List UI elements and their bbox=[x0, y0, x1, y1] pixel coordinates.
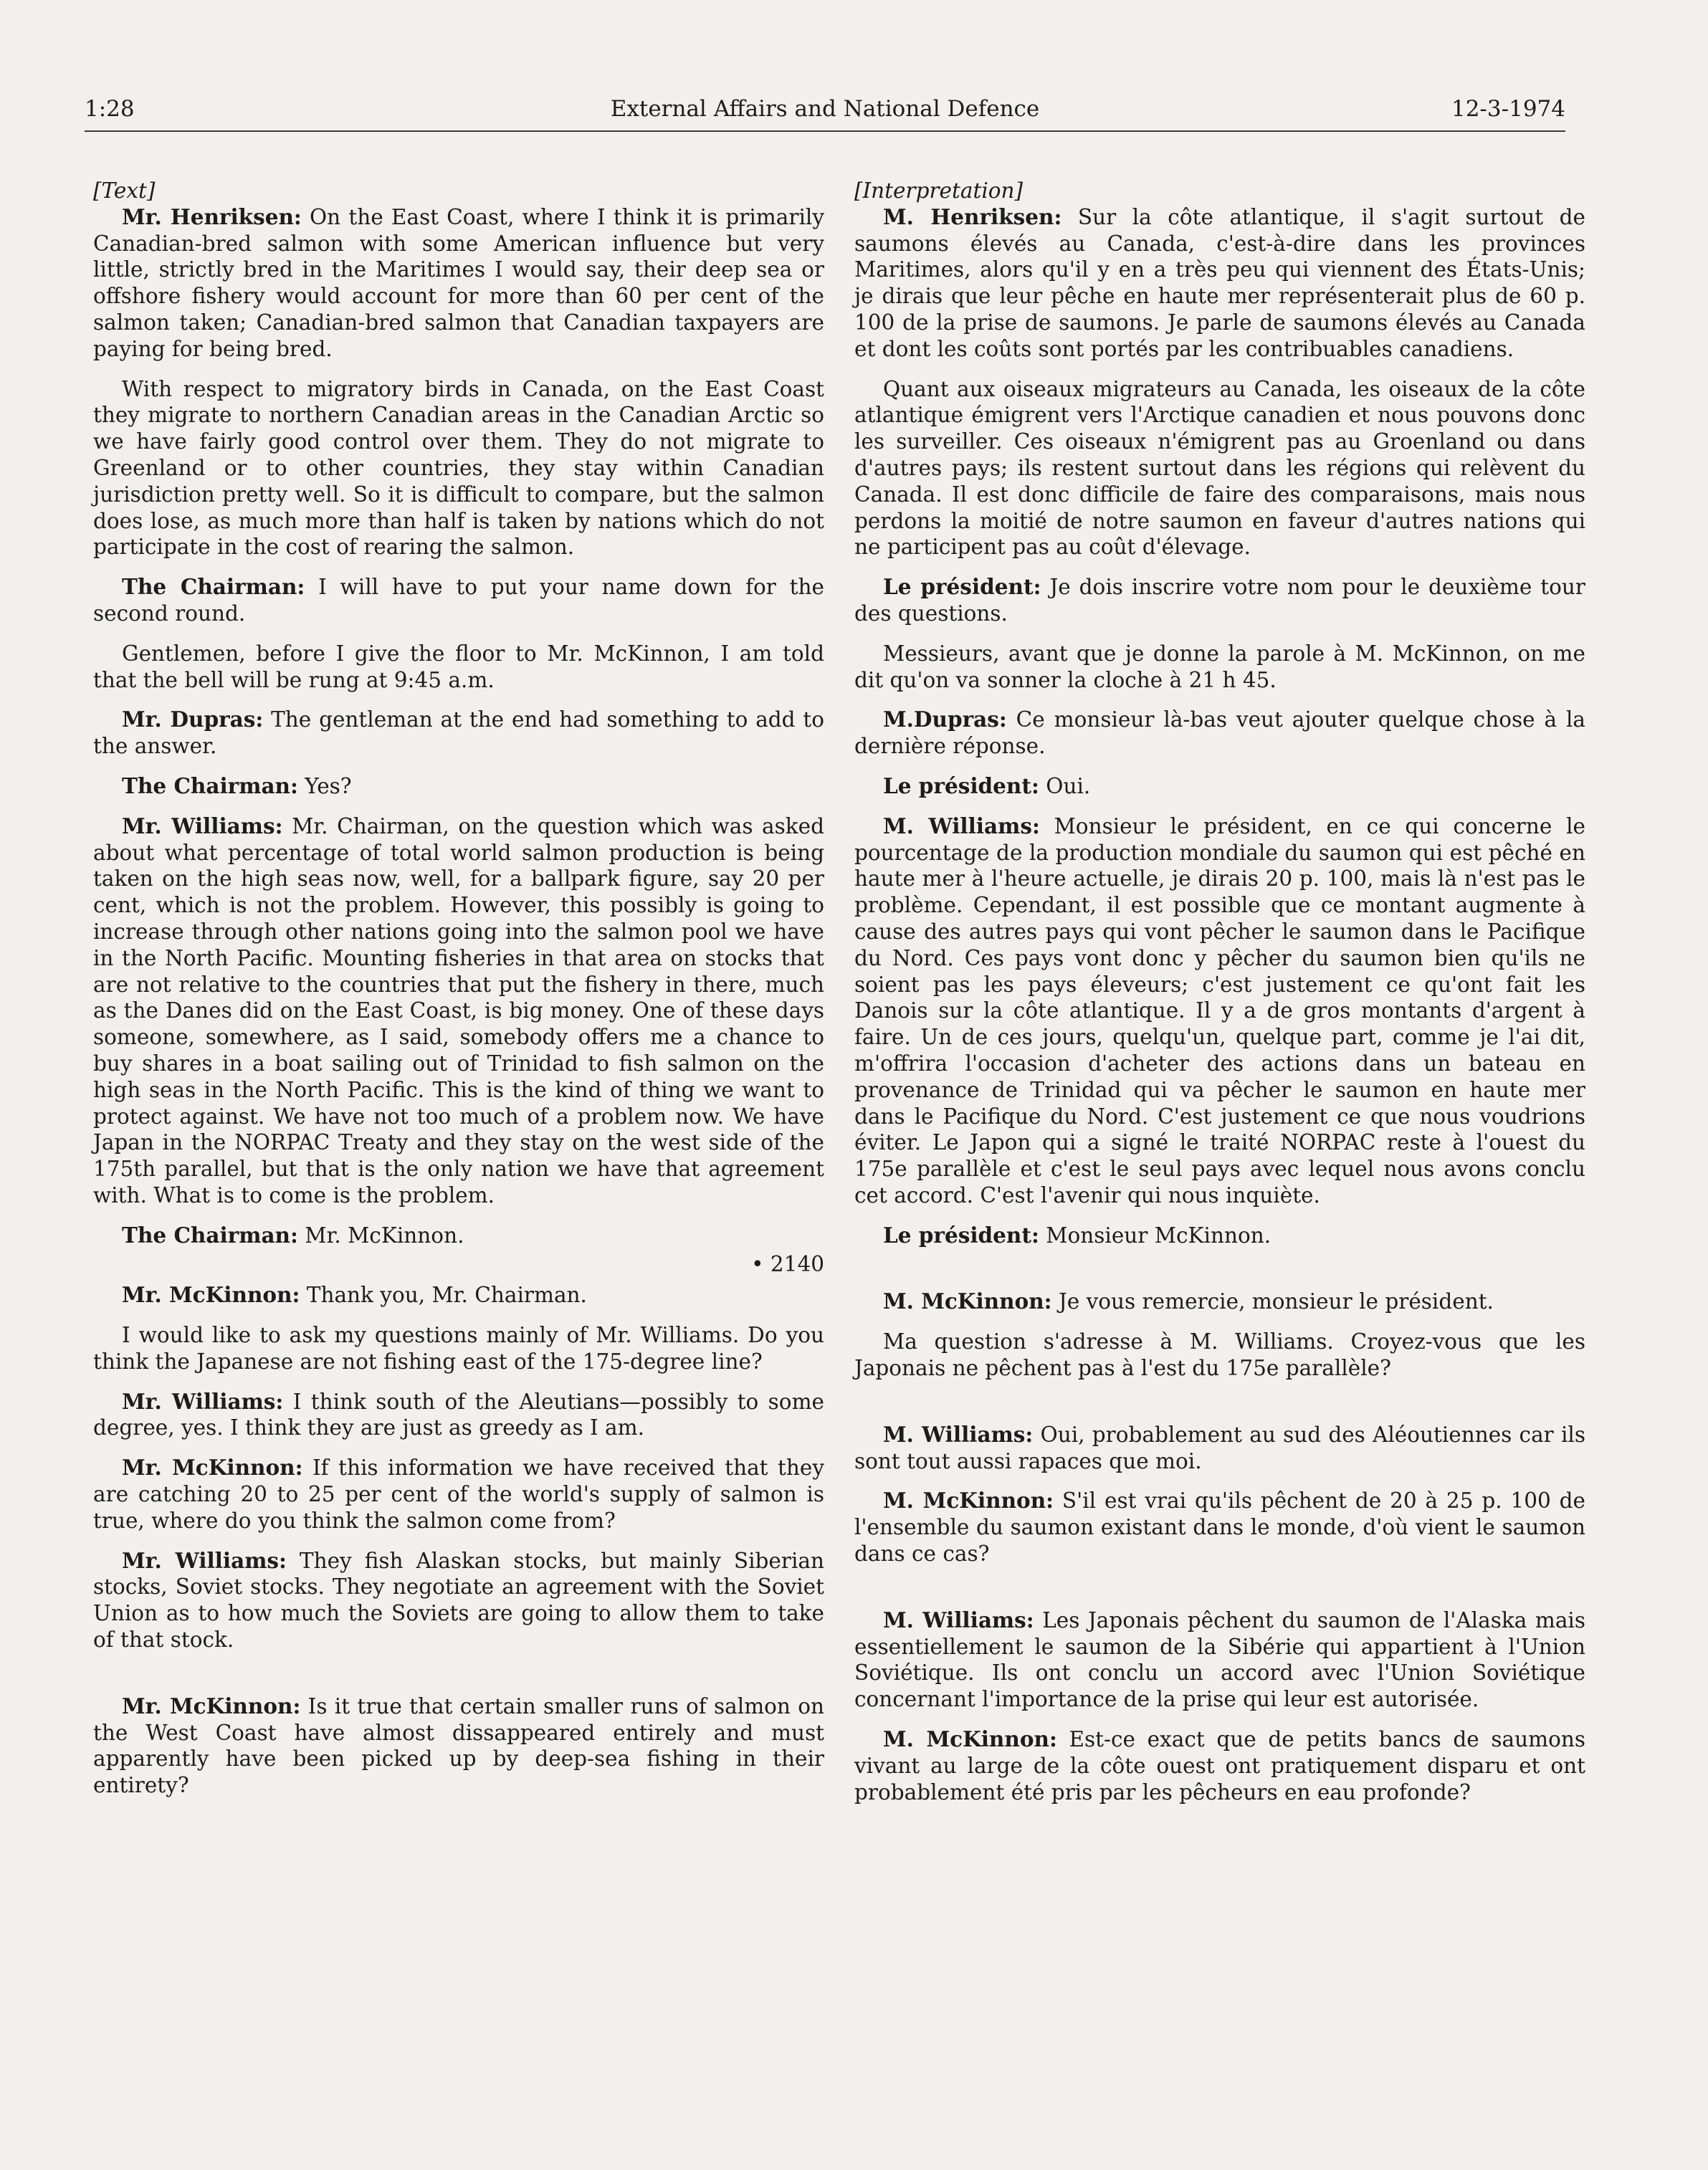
speech-text: I will have to put your name down for the second round. bbox=[93, 575, 824, 626]
paragraph bbox=[854, 707, 1585, 760]
speaker-name: Mr. Dupras: bbox=[122, 707, 264, 732]
paragraph bbox=[93, 1548, 824, 1653]
paragraph bbox=[93, 1389, 824, 1442]
speech-text: Yes? bbox=[297, 773, 352, 798]
speaker-name: Mr. McKinnon: bbox=[122, 1455, 303, 1481]
page-header bbox=[85, 93, 1565, 132]
speech-text: Is it true that certain smaller runs of salmon on the West Coast have almost dissappeared entirely and must apparently have been picked up by deep-sea fishing in their entirety? bbox=[93, 1693, 825, 1798]
speaker-name: M. Williams: bbox=[883, 1607, 1034, 1633]
speaker-name: Mr. Williams: bbox=[122, 1388, 284, 1414]
speech-text: I would like to ask my questions mainly of Mr. Williams. Do you think the Japanese are not fishing east of the 175-degree line? bbox=[93, 1323, 824, 1374]
speech-text: Thank you, Mr. Chairman. bbox=[300, 1283, 587, 1308]
speech-text: Quant aux oiseaux migrateurs au Canada, les oiseaux de la côte atlantique émigrent vers l'Arctique canadien et nous pouvons donc les surveiller. Ces oiseaux n'émigrent pas au Groenland ou dans d'autres pays; ils restent surtout dans les régions qui relèvent du Canada. Il est donc difficile de faire des comparaisons, mais nous perdons la moitié de notre saumon en faveur d'autres nations qui ne participent pas au coût d'élevage. bbox=[854, 376, 1585, 560]
paragraph bbox=[854, 1223, 1585, 1249]
paragraph bbox=[854, 1289, 1585, 1315]
left-column bbox=[93, 178, 824, 1812]
speaker-name: Le président: bbox=[883, 1222, 1039, 1248]
speech-text: They fish Alaskan stocks, but mainly Siberian stocks, Soviet stocks. They negotiate an agreement with the Soviet Union as to how much the Soviets are going to allow them to take of that stock. bbox=[93, 1548, 825, 1653]
speaker-name: M. Williams: bbox=[883, 813, 1040, 838]
speech-text: Monsieur McKinnon. bbox=[1039, 1223, 1272, 1248]
paragraph bbox=[854, 574, 1585, 627]
paragraph bbox=[93, 1693, 824, 1799]
speech-text: With respect to migratory birds in Canada, on the East Coast they migrate to northern Canadian areas in the Canadian Arctic so we have fairly good control over them. They do not migrate to Greenland or to other countries, they stay within Canadian jurisdiction pretty well. So it is difficult to compare, but the salmon does lose, as much more than half is taken by nations which do not participate in the cost of rearing the salmon. bbox=[93, 376, 824, 560]
speaker-name: Mr. Williams: bbox=[122, 813, 283, 838]
page-title: External Affairs and National Defence bbox=[610, 96, 1040, 122]
paragraph bbox=[854, 813, 1585, 1209]
speaker-name: Le président: bbox=[883, 574, 1041, 600]
paragraph bbox=[93, 1322, 824, 1375]
speaker-name: The Chairman: bbox=[122, 1222, 298, 1248]
speech-text: S'il est vrai qu'ils pêchent de 20 à 25 p. 100 de l'ensemble du saumon existant dans le monde, d'où vient le saumon dans ce cas? bbox=[854, 1488, 1585, 1567]
speaker-name: Mr. Williams: bbox=[122, 1547, 287, 1573]
speaker-name: M. Henriksen: bbox=[883, 204, 1062, 229]
speaker-name: Mr. Henriksen: bbox=[122, 204, 302, 229]
paragraph bbox=[854, 1726, 1585, 1805]
speech-text: Gentlemen, before I give the floor to Mr. McKinnon, I am told that the bell will be rung at 9:45 a.m. bbox=[93, 641, 824, 692]
right-column bbox=[854, 178, 1585, 1819]
speech-text: The gentleman at the end had something to add to the answer. bbox=[93, 707, 824, 759]
speech-text: Ce monsieur là-bas veut ajouter quelque chose à la dernière réponse. bbox=[854, 707, 1585, 759]
speech-text: Mr. Chairman, on the question which was asked about what percentage of total world salmon production is being taken on the high seas now, well, for a ballpark figure, say 20 per cent, which is not the problem. However, this possibly is going to increase through other nations going into the salmon pool we have in the North Pacific. Mounting fisheries in that area on stocks that are not relative to the countries that put the fishery in there, much as the Danes did on the East Coast, is big money. One of these days someone, somewhere, as I said, somebody offers me a chance to buy shares in a boat sailing out of Trinidad to fish salmon on the high seas in the North Pacific. This is the kind of thing we want to protect against. We have not too much of a problem now. We have Japan in the NORPAC Treaty and they stay on the west side of the 175th parallel, but that is the only nation we have that agreement with. What is to come is the problem. bbox=[93, 813, 825, 1208]
speech-text: Messieurs, avant que je donne la parole à M. McKinnon, on me dit qu'on va sonner la cloche à 21 h 45. bbox=[854, 641, 1585, 692]
speech-text: Mr. McKinnon. bbox=[297, 1223, 464, 1248]
speech-text: Je dois inscrire votre nom pour le deuxième tour des questions. bbox=[854, 575, 1585, 626]
speech-text: I think south of the Aleutians—possibly to some degree, yes. I think they are just as greedy as I am. bbox=[93, 1389, 825, 1440]
paragraph bbox=[93, 707, 824, 760]
paragraph bbox=[93, 376, 824, 561]
speech-text: Oui, probablement au sud des Aléoutiennes car ils sont tout aussi rapaces que moi. bbox=[854, 1422, 1585, 1473]
paragraph bbox=[93, 773, 824, 800]
speech-text: Sur la côte atlantique, il s'agit surtout de saumons élevés au Canada, c'est-à-dire dans les provinces Maritimes, alors qu'il y en a très peu qui viennent des États-Unis; je dirais que leur pêche en haute mer représenterait plus de 60 p. 100 de la prise de saumons. Je parle de saumons élevés au Canada et dont les coûts sont portés par les contribuables canadiens. bbox=[854, 204, 1585, 361]
paragraph bbox=[854, 1607, 1585, 1713]
speech-text: On the East Coast, where I think it is primarily Canadian-bred salmon with some American influence but very little, strictly bred in the Maritimes I would say, their deep sea or offshore fishery would account for more than 60 per cent of the salmon taken; Canadian-bred salmon that Canadian taxpayers are paying for being bred. bbox=[93, 204, 824, 361]
paragraph bbox=[93, 813, 824, 1209]
page-date: 12-3-1974 bbox=[1451, 96, 1565, 122]
speech-text: Je vous remercie, monsieur le président. bbox=[1051, 1289, 1494, 1314]
speaker-name: Le président: bbox=[883, 773, 1039, 798]
paragraph bbox=[93, 574, 824, 627]
paragraph bbox=[854, 1488, 1585, 1567]
speaker-name: The Chairman: bbox=[122, 773, 298, 798]
time-marker: • 2140 bbox=[751, 1252, 824, 1277]
paragraph bbox=[854, 773, 1585, 800]
speech-text: Est-ce exact que de petits bancs de saumons vivant au large de la côte ouest ont pratiquement disparu et ont probablement été pris par les pêcheurs en eau profonde? bbox=[854, 1727, 1585, 1805]
column-label: [Interpretation] bbox=[854, 178, 1024, 203]
paragraph bbox=[854, 1329, 1585, 1382]
speech-text: Oui. bbox=[1039, 773, 1091, 798]
speaker-name: M. McKinnon: bbox=[883, 1726, 1057, 1752]
speaker-name: M. McKinnon: bbox=[883, 1289, 1052, 1314]
speaker-name: Mr. McKinnon: bbox=[122, 1693, 301, 1719]
speech-text: Ma question s'adresse à M. Williams. Croyez-vous que les Japonais ne pêchent pas à l'est du 175e parallèle? bbox=[854, 1329, 1585, 1381]
speaker-name: Mr. McKinnon: bbox=[122, 1282, 300, 1308]
speech-text: Monsieur le président, en ce qui concerne le pourcentage de la production mondiale du saumon qui est pêché en haute mer à l'heure actuelle, je dirais 20 p. 100, mais là n'est pas le problème. Cependant, il est possible que ce montant augmente à cause des autres pays qui vont pêcher le saumon dans le Pacifique du Nord. Ces pays vont donc y pêcher du saumon bien qu'ils ne soient pas les pays éleveurs; c'est justement ce qu'ont fait les Danois sur la côte atlantique. Il y a de gros montants d'argent à faire. Un de ces jours, quelqu'un, quelque part, comme je l'ai dit, m'offrira l'occasion d'acheter des actions dans un bateau en provenance de Trinidad qui va pêcher le saumon en haute mer dans le Pacifique du Nord. C'est justement ce que nous voudrions éviter. Le Japon qui a signé le traité NORPAC reste à l'ouest du 175e parallèle et c'est le seul pays avec lequel nous avons conclu cet accord. C'est l'avenir qui nous inquiète. bbox=[854, 813, 1585, 1208]
paragraph bbox=[93, 1223, 824, 1249]
paragraph bbox=[854, 641, 1585, 694]
paragraph bbox=[93, 641, 824, 694]
paragraph bbox=[854, 204, 1585, 363]
paragraph bbox=[93, 1455, 824, 1534]
paragraph bbox=[854, 376, 1585, 561]
speaker-name: M.Dupras: bbox=[883, 707, 1007, 732]
speaker-name: M. McKinnon: bbox=[883, 1488, 1054, 1514]
speaker-name: M. Williams: bbox=[883, 1421, 1034, 1447]
speech-text: If this information we have received that they are catching 20 to 25 per cent of the world's supply of salmon is true, where do you think the salmon come from? bbox=[93, 1456, 824, 1533]
paragraph bbox=[93, 204, 824, 363]
page-number: 1:28 bbox=[85, 96, 135, 122]
column-label: [Text] bbox=[93, 178, 156, 203]
paragraph bbox=[93, 1282, 824, 1309]
speaker-name: The Chairman: bbox=[122, 574, 305, 600]
paragraph bbox=[854, 1422, 1585, 1475]
speech-text: Les Japonais pêchent du saumon de l'Alaska mais essentiellement le saumon de la Sibérie qui appartient à l'Union Soviétique. Ils ont conclu un accord avec l'Union Soviétique concernant l'importance de la prise qui leur est autorisée. bbox=[854, 1607, 1586, 1712]
